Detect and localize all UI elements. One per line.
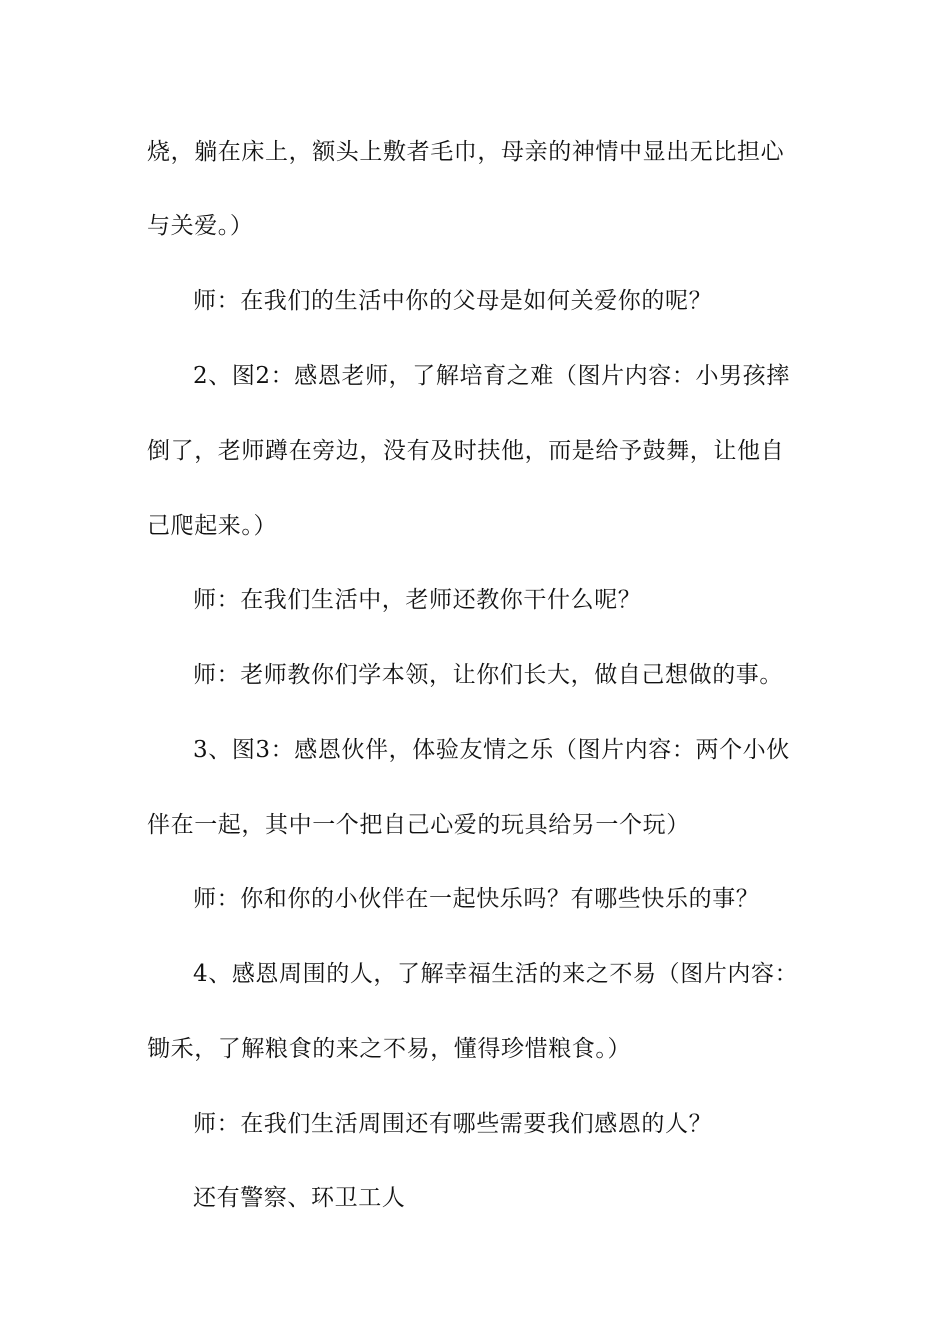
text-line-5: 倒了，老师蹲在旁边，没有及时扶他，而是给予鼓舞，让他自	[147, 438, 785, 464]
text-line-6: 己爬起来。）	[147, 513, 278, 539]
text-line-10: 伴在一起，其中一个把自己心爱的玩具给另一个玩）	[147, 812, 690, 838]
text-line-9: 3、图3：感恩伙伴，体验友情之乐（图片内容：两个小伙	[193, 737, 790, 763]
text-line-13: 锄禾，了解粮食的来之不易，懂得珍惜粮食。）	[147, 1036, 632, 1062]
text-line-4: 2、图2：感恩老师，了解培育之难（图片内容：小男孩摔	[193, 363, 790, 389]
text-line-3: 师：在我们的生活中你的父母是如何关爱你的呢？	[193, 288, 713, 314]
text-line-2: 与关爱。）	[147, 213, 254, 239]
text-line-12: 4、感恩周围的人，了解幸福生活的来之不易（图片内容：	[193, 961, 799, 987]
text-line-15: 还有警察、环卫工人	[193, 1185, 406, 1211]
text-line-11: 师：你和你的小伙伴在一起快乐吗？有哪些快乐的事？	[193, 886, 760, 912]
text-line-14: 师：在我们生活周围还有哪些需要我们感恩的人？	[193, 1111, 713, 1137]
text-line-7: 师：在我们生活中，老师还教你干什么呢？	[193, 587, 642, 613]
text-line-8: 师：老师教你们学本领，让你们长大，做自己想做的事。	[193, 662, 783, 688]
text-line-1: 烧，躺在床上，额头上敷者毛巾，母亲的神情中显出无比担心	[147, 139, 785, 165]
